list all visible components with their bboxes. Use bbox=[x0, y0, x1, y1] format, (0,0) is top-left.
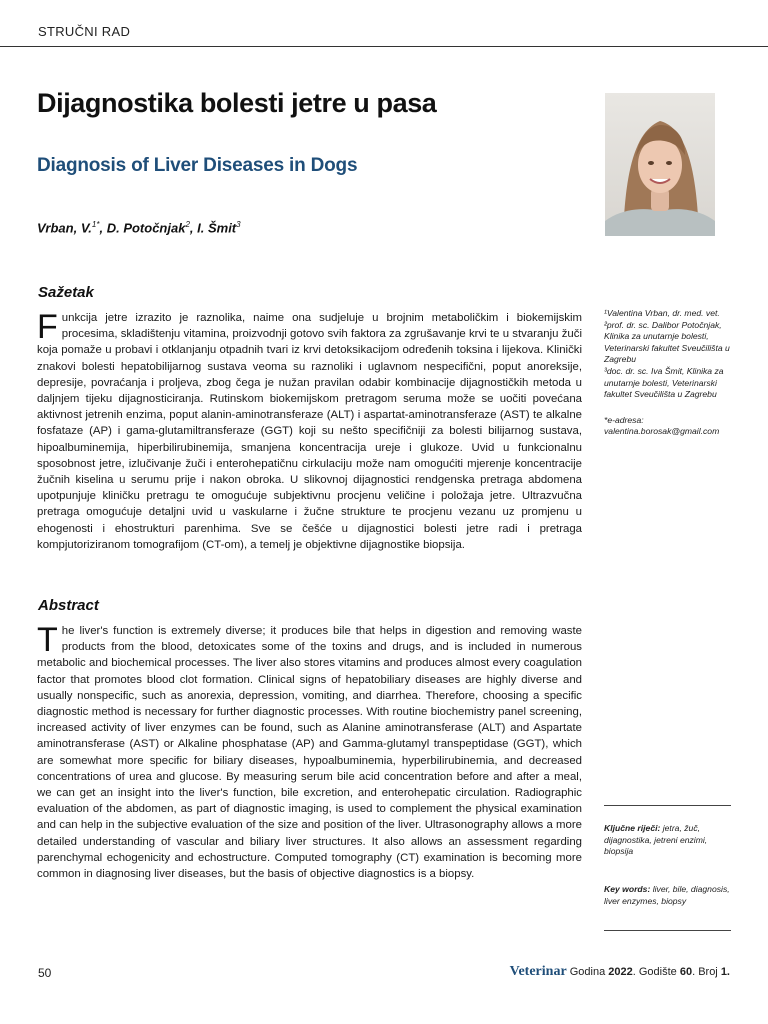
godiste-value: 60 bbox=[679, 966, 693, 978]
keywords-hr-text: jetra, žuč, dijagnostika, jetreni enzimi, biopsija bbox=[604, 823, 708, 857]
author-3-sup: 3 bbox=[236, 220, 241, 229]
keywords-top-rule bbox=[604, 805, 731, 806]
authors-line bbox=[37, 220, 241, 235]
author-photo bbox=[605, 93, 715, 236]
abstract-heading: Abstract bbox=[38, 597, 99, 614]
author-3: , I. Šmit bbox=[189, 220, 237, 236]
abstract-dropcap: T bbox=[37, 621, 58, 659]
godina-label: Godina bbox=[566, 966, 609, 978]
header-label: STRUČNI RAD bbox=[38, 24, 131, 39]
godiste-label: . Godište bbox=[632, 966, 680, 978]
author-2: , D. Potočnjak bbox=[99, 220, 186, 236]
keywords-en-text: liver, bile, diagnosis, liver enzymes, biopsy bbox=[604, 884, 730, 906]
abstract-body bbox=[37, 623, 582, 882]
affiliation-email: *e-adresa: valentina.borosak@gmail.com bbox=[604, 414, 720, 437]
author-1: Vrban, V. bbox=[37, 220, 92, 236]
godina-value: 2022 bbox=[608, 966, 633, 978]
article-subtitle: Diagnosis of Liver Diseases in Dogs bbox=[37, 155, 358, 176]
keywords-en bbox=[604, 884, 732, 907]
broj-value: 1. bbox=[720, 966, 730, 978]
article-title: Dijagnostika bolesti jetre u pasa bbox=[37, 88, 437, 118]
affiliation-2: ²prof. dr. sc. Dalibor Potočnjak, Klinika za unutarnje bolesti, Veterinarski fakultet Sveučilišta u Zagrebu bbox=[604, 319, 730, 365]
keywords-bottom-rule bbox=[604, 930, 731, 931]
author-1-sup: 1* bbox=[91, 220, 100, 229]
sazetak-body bbox=[37, 310, 582, 553]
sazetak-text: unkcija jetre izrazito je raznolika, naime ona sudjeluje u brojnim metaboličkim i biokemijskim procesima, skladištenju vitamina, proizvodnji gotovo svih faktora za zgrušavanje krvi te u stvaranju žuči koja pomaže u probavi i otklanjanju otpadnih tvari iz krvi detoksikacijom određenih toksina i lijekova. Klinički znakovi bolesti hepatobilijarnog sustava veoma su raznoliki i uglavnom nespecifični, poput anoreksije, depresije, povraćanja i proljeva, zbog čega je nužan pravilan odabir kombinacije dijagnostičkih metoda u daljnjem tijeku dijagnosticiranja. Rutinskom biokemijskom pretragom seruma može se uočiti povećana aktivnost jetrenih enzima, poput alanin-aminotransferaze (ALT) i aspartat-aminotransferaze (AST) te alkalne fosfataze (AP) i gama-glutamiltransferaze (GGT) koji su nešto specifičniji za bolesti bilijarnog sustava, hipoalbuminemija, hiperbilirubinemija, smanjena koncentracija ureje i glukoze. Uvid u funkcionalnu sposobnost jetre, izlučivanje žuči i enterohepatičnu cirkulaciju može nam omogućiti mjerenje koncentracije žučnih kiselina u serumu prije i nakon obroka. U slikovnoj dijagnostici rendgenska pretraga abdomena upotpunjuje kliničku pretragu te omogućuje subjektivnu procjenu veličine i položaja jetre. Ultrazvučna pretraga omogućuje detaljni uvid u vaskularne i žučne strukture te procjenu vezanu uz promjenu u ehogenosti i ehostrukturi parenhima. Sve se češće u dijagnostici bolesti jetre radi i pretraga kompjutoriziranom tomografijom (CT-om), a temelj je objektivne dijagnostike biopsija. bbox=[37, 312, 582, 551]
keywords-hr bbox=[604, 823, 732, 858]
affiliations bbox=[604, 308, 744, 438]
sazetak-heading: Sažetak bbox=[38, 284, 94, 301]
page-number: 50 bbox=[38, 966, 52, 980]
broj-label: . Broj bbox=[692, 966, 721, 978]
affiliation-1: ¹Valentina Vrban, dr. med. vet. bbox=[604, 308, 720, 318]
affiliation-3: ³doc. dr. sc. Iva Šmit, Klinika za unutarnje bolesti, Veterinarski fakultet Sveučilišta u Zagrebu bbox=[604, 365, 724, 400]
keywords-en-label: Key words: bbox=[604, 884, 651, 894]
author-2-sup: 2 bbox=[185, 220, 190, 229]
journal-name: Veterinar bbox=[509, 964, 567, 979]
journal-footer bbox=[510, 964, 730, 980]
keywords-hr-label: Ključne riječi: bbox=[604, 823, 661, 833]
header-rule bbox=[0, 46, 768, 47]
sazetak-dropcap: F bbox=[37, 308, 58, 346]
abstract-text: he liver's function is extremely diverse; it produces bile that helps in digestion and removing waste products from the blood, detoxicates some of the toxins and drugs, and is included in numerous metabolic and biochemical processes. The liver also stores vitamins and produces almost every coagulation factor that promotes blood clot formation. Clinical signs of hepatobiliary diseases are highly diverse and usually nonspecific, such as anorexia, depression, vomiting, and diarrhea. Therefore, choosing a specific diagnostic method is necessary for further diagnostic processes. With routine biochemistry panel screening, increased activity of liver enzymes can be found, such as Alanine aminotransferase (ALT) and Aspartate aminotransferase (AST) or Alkaline phosphatase (AP) and Gamma-glutamyl transpeptidase (GGT), which are somewhat more specific for biliary diseases, hypoalbuminemia, hyperbilirubinemia, and decreased concentrations of urea and glucose. By measuring serum bile acid concentration before and after a meal, we can get an insight into the liver's function, bile excretion, and enterohepatic circulation. Radiographic evaluation of the abdomen, as part of diagnostic imaging, is used to complement the physical examination and can help in the subjective evaluation of the size and position of the liver. Ultrasonography allows a more detailed understanding of vascular and biliary liver structures. It also allows an assessment regarding parenchymal echogenicity and echostructure. Computed tomography (CT) examination is becoming more common in diagnosing liver diseases, but the basis of objective diagnostics is a biopsy. bbox=[37, 625, 582, 881]
